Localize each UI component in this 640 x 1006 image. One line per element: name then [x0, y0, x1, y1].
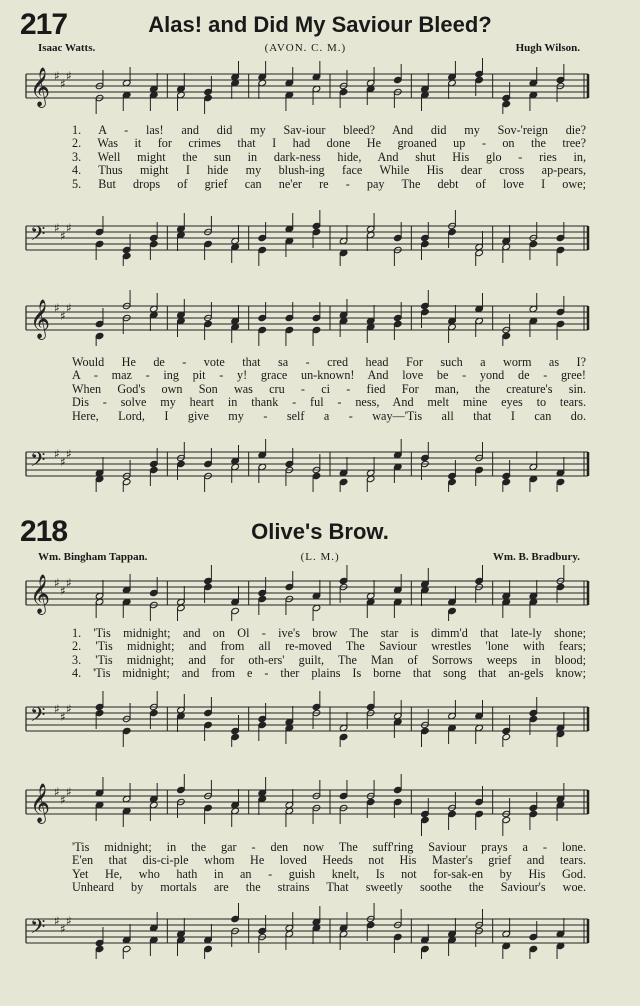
key-signature-icon — [54, 914, 72, 936]
bass-clef-icon: 𝄢 — [30, 448, 46, 476]
composer: Wm. B. Bradbury. — [492, 551, 580, 563]
svg-text:♯: ♯ — [60, 455, 66, 469]
svg-text:♯: ♯ — [66, 785, 72, 799]
bass-clef-icon: 𝄢 — [30, 915, 46, 943]
treble-staff — [24, 58, 590, 114]
lyric-line: 2. 'Tis midnight; and from all re-moved The Saviour wrestles 'lone with fears; — [72, 640, 586, 654]
music-system — [24, 290, 590, 500]
svg-text:♯: ♯ — [60, 229, 66, 243]
treble-clef-icon: 𝄞 — [30, 299, 51, 339]
key-signature-icon — [54, 576, 72, 598]
svg-text:♯: ♯ — [54, 576, 60, 590]
music-system — [24, 565, 590, 765]
svg-text:♯: ♯ — [66, 221, 72, 235]
svg-text:♯: ♯ — [66, 702, 72, 716]
svg-text:♯: ♯ — [66, 914, 72, 928]
note-group — [95, 439, 564, 492]
svg-text:♯: ♯ — [66, 69, 72, 83]
treble-staff — [24, 290, 590, 346]
lyric-line: Dis - solve my heart in thank - ful - ness, And melt mine eyes to tears. — [72, 396, 586, 410]
bass-staff — [24, 691, 590, 747]
svg-text:♯: ♯ — [54, 702, 60, 716]
svg-text:♯: ♯ — [54, 447, 60, 461]
lyric-line: Would He de - vote that sa - cred head For such a worm as I? — [72, 356, 586, 369]
lyrics-block — [72, 627, 586, 681]
svg-text:♯: ♯ — [60, 309, 66, 323]
composer: Hugh Wilson. — [515, 42, 580, 54]
key-signature-icon — [54, 221, 72, 243]
lyrics-block — [72, 841, 586, 895]
lyric-line: 'Tis midnight; in the gar - den now The suff'ring Saviour prays a - lone. — [72, 841, 586, 854]
key-signature-icon — [54, 785, 72, 807]
staff-lines — [26, 452, 588, 476]
lyric-line: A - maz - ing pit - y! grace un-known! And love be - yond de - gree! — [72, 369, 586, 383]
svg-text:♯: ♯ — [66, 447, 72, 461]
staff-lines — [26, 226, 588, 250]
treble-staff — [24, 565, 590, 621]
key-signature-icon — [54, 447, 72, 469]
key-signature-icon — [54, 69, 72, 91]
lyric-line: Here, Lord, I give my - self a - way—'Tis all that I can do. — [72, 409, 586, 423]
lyric-line: When God's own Son was cru - ci - fied For man, the creature's sin. — [72, 382, 586, 396]
lyric-line: 2. Was it for crimes that I had done He groaned up - on the tree? — [72, 137, 586, 151]
lyric-line: 3. 'Tis midnight; and for oth-ers' guilt, The Man of Sorrows weeps in blood; — [72, 653, 586, 667]
svg-text:♯: ♯ — [60, 77, 66, 91]
hymn-credits — [38, 42, 580, 54]
treble-staff — [24, 767, 590, 837]
treble-clef-icon: 𝄞 — [30, 574, 51, 614]
staff-lines — [26, 790, 588, 814]
key-signature-icon — [54, 301, 72, 323]
lyric-line: Unheard by mortals are the strains That sweetly soothe the Saviour's woe. — [72, 881, 586, 895]
svg-text:♯: ♯ — [54, 301, 60, 315]
bass-staff — [24, 903, 590, 959]
svg-text:♯: ♯ — [54, 914, 60, 928]
hymn-number: 217 — [20, 8, 68, 41]
author: Isaac Watts. — [38, 42, 96, 54]
svg-text:♯: ♯ — [60, 793, 66, 807]
lyric-line: 1. A - las! and did my Sav-iour bleed? And did my Sov-'reign die? — [72, 124, 586, 137]
svg-text:♯: ♯ — [54, 69, 60, 83]
treble-clef-icon: 𝄞 — [30, 67, 51, 107]
staff-lines — [26, 707, 588, 731]
bass-clef-icon: 𝄢 — [30, 703, 46, 731]
lyric-line: 1. 'Tis midnight; and on Ol - ive's brow The star is dimm'd that late-ly shone; — [72, 627, 586, 640]
svg-text:♯: ♯ — [66, 576, 72, 590]
lyrics-block — [72, 124, 586, 191]
tune-meter: (AVON. C. M.) — [264, 42, 347, 54]
note-group — [95, 774, 564, 836]
tune-meter: (L. M.) — [300, 551, 340, 563]
staff-lines — [26, 74, 588, 98]
svg-text:♯: ♯ — [60, 584, 66, 598]
lyric-line: Yet He, who hath in an - guish knelt, Is not for-sak-en by His God. — [72, 867, 586, 881]
music-system — [24, 767, 590, 1003]
lyric-line: 3. Well might the sun in dark-ness hide, And shut His glo - ries in, — [72, 150, 586, 164]
svg-text:♯: ♯ — [54, 221, 60, 235]
staff-lines — [26, 306, 588, 330]
lyrics-block — [72, 356, 586, 423]
svg-text:♯: ♯ — [66, 301, 72, 315]
lyric-line: 4. Thus might I hide my blush-ing face While His dear cross ap-pears, — [72, 164, 586, 178]
lyric-line: 4. 'Tis midnight; and from e - ther plains Is borne that song that an-gels know; — [72, 667, 586, 681]
svg-text:♯: ♯ — [60, 710, 66, 724]
hymn-title: Alas! and Did My Saviour Bleed? — [148, 12, 492, 37]
hymn-number: 218 — [20, 515, 68, 548]
bass-clef-icon: 𝄢 — [30, 222, 46, 250]
lyric-line: 5. But drops of grief can ne'er re - pay The debt of love I owe; — [72, 177, 586, 191]
key-signature-icon — [54, 702, 72, 724]
bass-staff — [24, 436, 590, 492]
treble-clef-icon: 𝄞 — [30, 783, 51, 823]
staff-lines — [26, 919, 588, 943]
bass-staff — [24, 210, 590, 266]
svg-text:♯: ♯ — [54, 785, 60, 799]
music-system — [24, 58, 590, 278]
svg-text:♯: ♯ — [60, 922, 66, 936]
lyric-line: E'en that dis-ci-ple whom He loved Heeds not His Master's grief and tears. — [72, 854, 586, 868]
author: Wm. Bingham Tappan. — [38, 551, 148, 563]
hymn-title: Olive's Brow. — [251, 519, 389, 544]
hymn-credits — [38, 551, 580, 563]
